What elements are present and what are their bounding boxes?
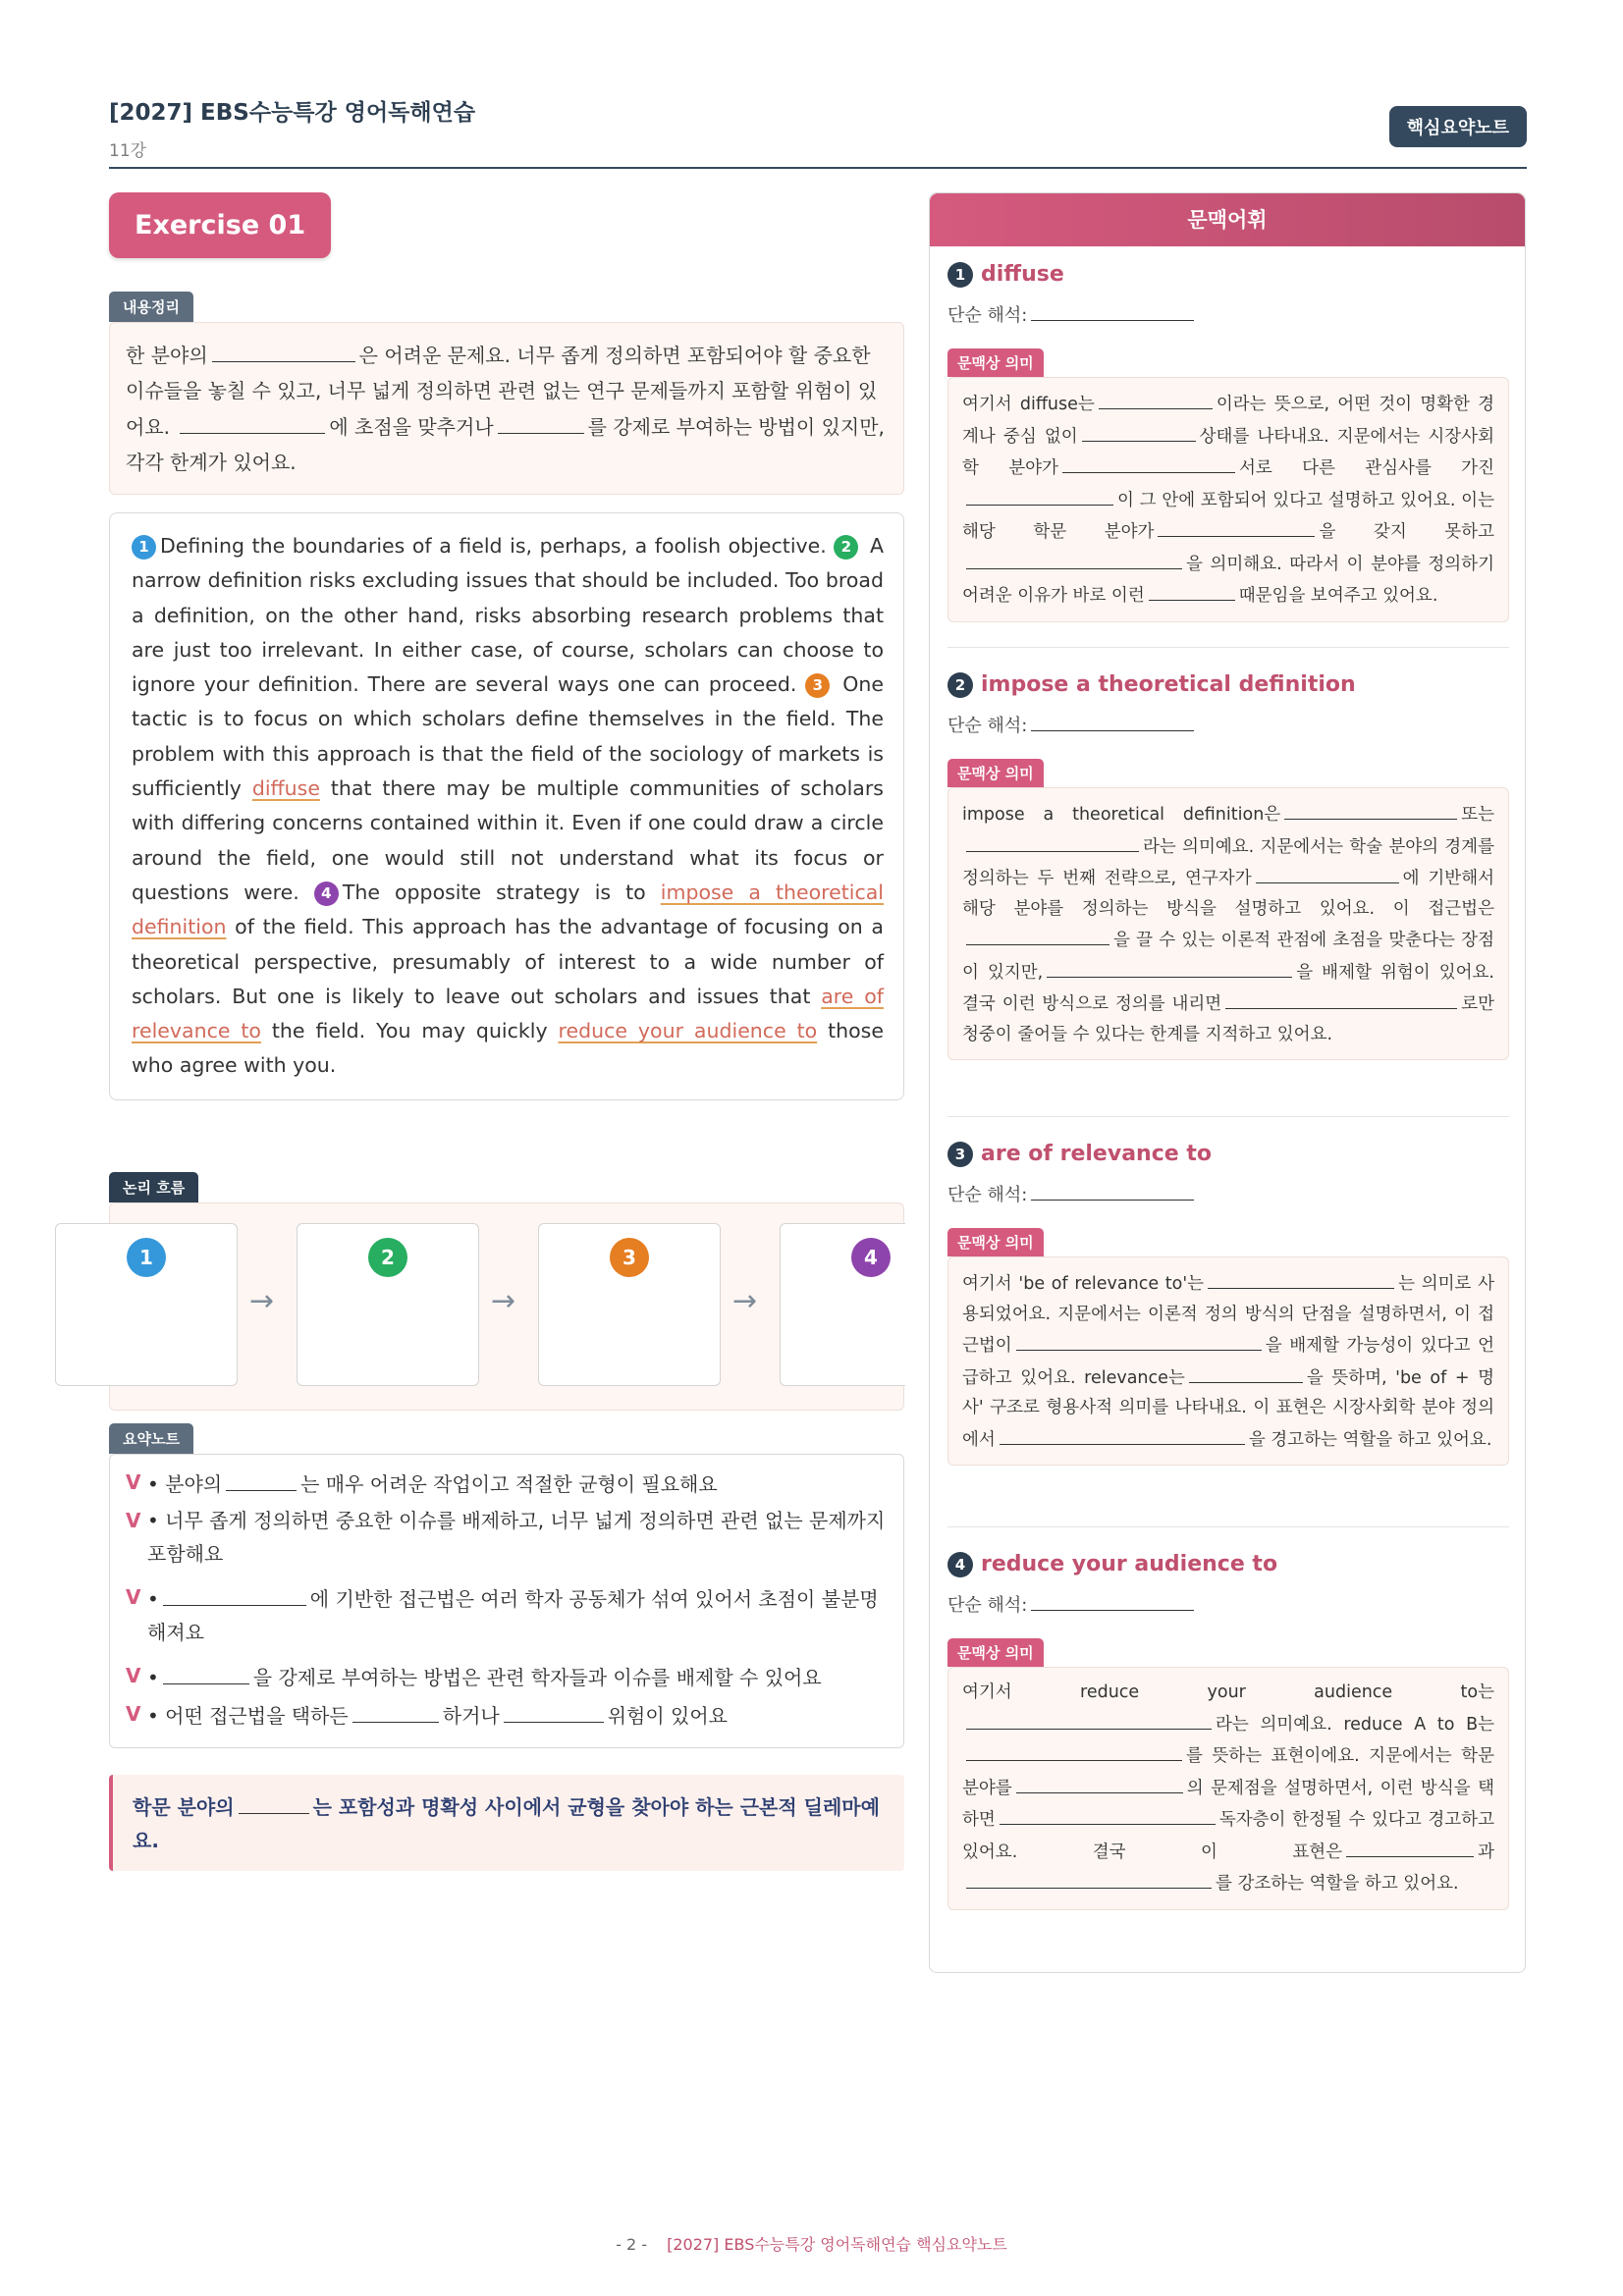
flow-step-box[interactable] — [780, 1223, 905, 1386]
summary-text: 에 초점을 맞추거나 — [329, 415, 494, 439]
blank-field[interactable] — [1000, 1423, 1245, 1445]
context-meaning-box — [947, 1256, 1509, 1466]
blank-field[interactable] — [1016, 1772, 1183, 1793]
note-row — [126, 1697, 888, 1733]
summary-text: 한 분야의 — [126, 344, 208, 367]
sentence-number-1: 1 — [132, 535, 156, 560]
flow-step-number: 2 — [368, 1238, 407, 1277]
arrow-right-icon: → — [491, 1284, 516, 1318]
exercise-label: Exercise 01 — [109, 192, 331, 258]
summary-notes-box — [109, 1454, 904, 1748]
highlight-are-of-relevance-to: are of relevance to — [132, 984, 884, 1043]
check-mark-icon: V — [126, 1585, 141, 1609]
ctx-text: 을 경고하는 역할을 하고 있어요. — [1248, 1429, 1492, 1450]
blank-field[interactable] — [1047, 956, 1292, 978]
blank-field[interactable] — [966, 1708, 1212, 1730]
blank-field[interactable] — [239, 1789, 309, 1814]
ctx-text: 을 배제할 위험이 있어요. 결국 이런 방식으로 정의를 내리면 — [962, 962, 1494, 1014]
logic-flow-label: 논리 흐름 — [109, 1172, 198, 1202]
document-title: [2027] EBS수능특강 영어독해연습 — [109, 100, 476, 126]
note-type-badge: 핵심요약노트 — [1389, 106, 1527, 147]
logic-flow-area — [109, 1202, 904, 1411]
highlight-reduce-your-audience-to: reduce your audience to — [558, 1019, 818, 1043]
vocab-item-diffuse — [947, 262, 1509, 622]
blank-field[interactable] — [1208, 1267, 1394, 1289]
blank-field[interactable] — [498, 408, 584, 434]
blank-field[interactable] — [1031, 1175, 1194, 1201]
blank-field[interactable] — [1031, 706, 1194, 731]
blank-field[interactable] — [212, 337, 355, 362]
blank-field[interactable] — [180, 408, 325, 434]
highlight-diffuse: diffuse — [251, 776, 320, 801]
passage-text: Defining the boundaries of a field is, perhaps, a foolish objective. — [160, 534, 827, 558]
blank-field[interactable] — [1189, 1362, 1303, 1383]
blank-field[interactable] — [966, 484, 1113, 506]
flow-step-box[interactable] — [55, 1223, 238, 1386]
note-text: 위험이 있어요 — [607, 1704, 728, 1728]
ctx-text: 는 의미로 사용되었어요. 지문에서는 이론적 정의 방식의 단점을 설명하면서, 이 접근법이 — [962, 1274, 1494, 1356]
ctx-text: 때문임을 보여주고 있어요. — [1238, 586, 1438, 606]
context-meaning-label: 문맥상 의미 — [947, 1228, 1044, 1256]
ctx-text: 로만 청중이 줄어들 수 있다는 한계를 지적하고 있어요. — [962, 994, 1494, 1044]
ctx-text: 과 — [1478, 1842, 1494, 1862]
summary-section — [109, 292, 904, 495]
simple-translation-label: 단순 해석: — [947, 716, 1028, 736]
note-row — [126, 1504, 888, 1571]
blank-field[interactable] — [352, 1697, 439, 1723]
blank-field[interactable] — [1256, 862, 1399, 883]
divider — [947, 1526, 1509, 1527]
footer-text: [2027] EBS수능특강 영어독해연습 핵심요약노트 — [667, 2235, 1007, 2254]
note-row — [126, 1466, 888, 1501]
note-text: • 어떤 접근법을 택하든 — [147, 1704, 349, 1728]
flow-step-number: 4 — [851, 1238, 891, 1277]
blank-field[interactable] — [504, 1697, 604, 1723]
note-text: 을 강제로 부여하는 방법은 관련 학자들과 이슈를 배제할 수 있어요 — [252, 1666, 822, 1689]
summary-notes-label: 요약노트 — [109, 1423, 193, 1454]
check-mark-icon: V — [126, 1702, 141, 1726]
sentence-number-3: 3 — [805, 673, 830, 698]
blank-field[interactable] — [1346, 1836, 1474, 1857]
blank-field[interactable] — [1031, 1585, 1194, 1611]
left-column — [109, 192, 904, 1852]
note-text: • — [147, 1587, 159, 1611]
ctx-text: 또는 — [1461, 805, 1494, 825]
page-number: - 2 - — [616, 2235, 648, 2254]
vocab-item-are-of-relevance-to — [947, 1142, 1509, 1466]
logic-flow-section — [109, 1172, 904, 1411]
ctx-text: 을 의미해요. 따라서 이 분야를 정의하기 어려운 이유가 바로 이런 — [962, 554, 1494, 606]
ctx-text: 을 갖지 못하고 — [1319, 522, 1494, 542]
blank-field[interactable] — [966, 548, 1182, 569]
passage-text: that there may be multiple communities of scholars with differing concerns contained within it. Even if one could draw a circle around the field, one would still not understand what its focus or questions were. — [132, 776, 884, 904]
passage-text: those who agree with you. — [132, 1019, 884, 1078]
vocab-item-impose-a-theoretical-definition — [947, 672, 1509, 1060]
note-text: 하거나 — [442, 1704, 500, 1728]
blank-field[interactable] — [1099, 388, 1213, 409]
vocab-number: 1 — [947, 262, 973, 288]
blank-field[interactable] — [1225, 988, 1457, 1009]
ctx-text: 에 기반해서 해당 분야를 정의하는 방식을 설명하고 있어요. 이 접근법은 — [962, 869, 1494, 919]
context-meaning-label: 문맥상 의미 — [947, 1638, 1044, 1667]
simple-translation-label: 단순 해석: — [947, 1185, 1028, 1205]
ctx-text: 여기서 'be of relevance to'는 — [962, 1274, 1205, 1294]
ctx-text: 여기서 reduce your audience to는 — [962, 1682, 1494, 1702]
note-text: 에 기반한 접근법은 여러 학자 공동체가 섞여 있어서 초점이 불분명해져요 — [147, 1587, 879, 1644]
context-vocabulary-panel — [929, 192, 1526, 1973]
summary-text: 를 강제로 부여하는 방법이 있지만, 각각 한계가 있어요. — [126, 415, 885, 474]
passage-box — [109, 512, 904, 1100]
vocab-word: impose a theoretical definition — [981, 672, 1356, 697]
ctx-text: 을 뜻하며, 'be of + 명사' 구조로 형용사적 의미를 나타내요. 이 표현은 시장사회학 분야 정의에서 — [962, 1367, 1494, 1450]
sentence-number-4: 4 — [314, 881, 339, 906]
ctx-text: 여기서 diffuse는 — [962, 395, 1095, 414]
vocab-number: 4 — [947, 1552, 973, 1577]
vocab-number: 2 — [947, 672, 973, 698]
ctx-text: 를 뜻하는 표현이에요. 지문에서는 학문 분야를 — [962, 1746, 1494, 1798]
ctx-text: 상태를 나타내요. 지문에서는 시장사회학 분야가 — [962, 426, 1494, 478]
note-text: • 너무 좁게 정의하면 중요한 이슈를 배제하고, 너무 넓게 정의하면 관련 없는 문제까지 포함해요 — [147, 1509, 886, 1566]
check-mark-icon: V — [126, 1509, 141, 1532]
blank-field[interactable] — [1031, 295, 1194, 321]
passage-text: the field. You may quickly — [271, 1019, 548, 1043]
check-mark-icon: V — [126, 1470, 141, 1494]
flow-step-box[interactable] — [297, 1223, 479, 1386]
note-row — [126, 1659, 888, 1694]
flow-step-box[interactable] — [538, 1223, 721, 1386]
blank-field[interactable] — [966, 830, 1139, 852]
note-text: 는 매우 어려운 작업이고 적절한 균형이 필요해요 — [300, 1472, 718, 1496]
ctx-text: 라는 의미예요. 지문에서는 학술 분야의 경계를 정의하는 두 번째 전략으로, 연구자가 — [962, 836, 1494, 888]
sentence-number-2: 2 — [834, 535, 858, 560]
note-text: • 분야의 — [147, 1472, 223, 1496]
blank-field[interactable] — [966, 924, 1109, 945]
ctx-text: impose a theoretical definition은 — [962, 805, 1281, 825]
vocab-item-reduce-your-audience-to — [947, 1552, 1509, 1910]
vocab-word: diffuse — [981, 262, 1064, 287]
ctx-text: 이라는 뜻으로, 어떤 것이 명확한 경계나 중심 없이 — [962, 395, 1495, 447]
highlight-impose-a-theoretical-definition: impose a theoretical definition — [132, 880, 884, 939]
arrow-right-icon: → — [732, 1284, 758, 1318]
flow-step-number: 1 — [127, 1238, 166, 1277]
lesson-label: 11강 — [109, 141, 147, 161]
blank-field[interactable] — [1016, 1329, 1262, 1351]
takeaway-text: 학문 분야의 — [133, 1795, 235, 1819]
passage-text: of the field. This approach has the advantage of focusing on a theoretical perspective, presumably of interest to a wide number of scholars. But one is likely to leave out scholars and issues that — [132, 915, 884, 1008]
blank-field[interactable] — [1284, 798, 1457, 820]
ctx-text: 라는 의미예요. reduce A to B는 — [1216, 1714, 1494, 1735]
ctx-text: 독자층이 한정될 수 있다고 경고하고 있어요. 결국 이 표현은 — [962, 1810, 1494, 1862]
blank-field[interactable] — [163, 1580, 306, 1606]
passage-text: A narrow definition risks excluding issues that should be included. Too broad a definition, on the other hand, risks absorbing research problems that are just too irrelevant. In either case, of course, scholars can choose to ignore your definition. There are several ways one can proceed. — [132, 534, 884, 697]
blank-field[interactable] — [1158, 515, 1315, 537]
blank-field[interactable] — [226, 1466, 297, 1491]
vocab-number: 3 — [947, 1142, 973, 1167]
vocabulary-heading: 문맥어휘 — [930, 193, 1525, 246]
note-text: • — [147, 1666, 159, 1689]
summary-box — [109, 322, 904, 495]
summary-text: 은 어려운 문제요. 너무 좁게 정의하면 포함되어야 할 중요한 이슈들을 놓칠 수 있고, 너무 넓게 정의하면 관련 없는 연구 문제들까지 포함할 위험이 있어요. — [126, 344, 878, 439]
arrow-right-icon: → — [249, 1284, 275, 1318]
simple-translation-label: 단순 해석: — [947, 1595, 1028, 1616]
context-meaning-box — [947, 377, 1509, 622]
blank-field[interactable] — [163, 1659, 249, 1684]
ctx-text: 를 강조하는 역할을 하고 있어요. — [1216, 1874, 1459, 1894]
simple-translation-label: 단순 해석: — [947, 305, 1028, 326]
ctx-text: 서로 다른 관심사를 가진 — [1238, 458, 1494, 478]
check-mark-icon: V — [126, 1664, 141, 1687]
blank-field[interactable] — [1000, 1803, 1216, 1825]
ctx-text: 을 끌 수 있는 이론적 관점에 초점을 맞춘다는 장점이 있지만, — [962, 931, 1494, 983]
blank-field[interactable] — [966, 1739, 1182, 1761]
context-meaning-label: 문맥상 의미 — [947, 759, 1044, 787]
context-meaning-label: 문맥상 의미 — [947, 348, 1044, 377]
context-meaning-box — [947, 787, 1509, 1060]
takeaway-text: 는 포함성과 명확성 사이에서 균형을 찾아야 하는 근본적 딜레마예요. — [133, 1795, 880, 1852]
vocab-word: are of relevance to — [981, 1142, 1212, 1166]
blank-field[interactable] — [1062, 452, 1235, 473]
vocab-word: reduce your audience to — [981, 1552, 1278, 1576]
page-footer — [0, 2232, 1623, 2255]
passage-text: The opposite strategy is to — [342, 880, 646, 904]
blank-field[interactable] — [966, 1867, 1212, 1889]
blank-field[interactable] — [1149, 579, 1235, 601]
ctx-text: 의 문제점을 설명하면서, 이런 방식을 택하면 — [962, 1778, 1494, 1830]
ctx-text: 이 그 안에 포함되어 있다고 설명하고 있어요. 이는 해당 학문 분야가 — [962, 490, 1494, 542]
ctx-text: 을 배제할 가능성이 있다고 언급하고 있어요. relevance는 — [962, 1336, 1494, 1388]
divider — [947, 647, 1509, 648]
context-meaning-box — [947, 1667, 1509, 1910]
blank-field[interactable] — [1082, 420, 1196, 442]
passage-text: One tactic is to focus on which scholars define themselves in the field. The problem with this approach is that the field of the sociology of markets is sufficiently — [132, 672, 884, 801]
divider — [947, 1116, 1509, 1117]
summary-notes-section — [109, 1423, 904, 1748]
summary-label: 내용정리 — [109, 292, 193, 322]
flow-step-number: 3 — [610, 1238, 649, 1277]
note-row — [126, 1580, 888, 1649]
key-takeaway-box — [109, 1775, 904, 1871]
page-header — [109, 94, 1527, 169]
